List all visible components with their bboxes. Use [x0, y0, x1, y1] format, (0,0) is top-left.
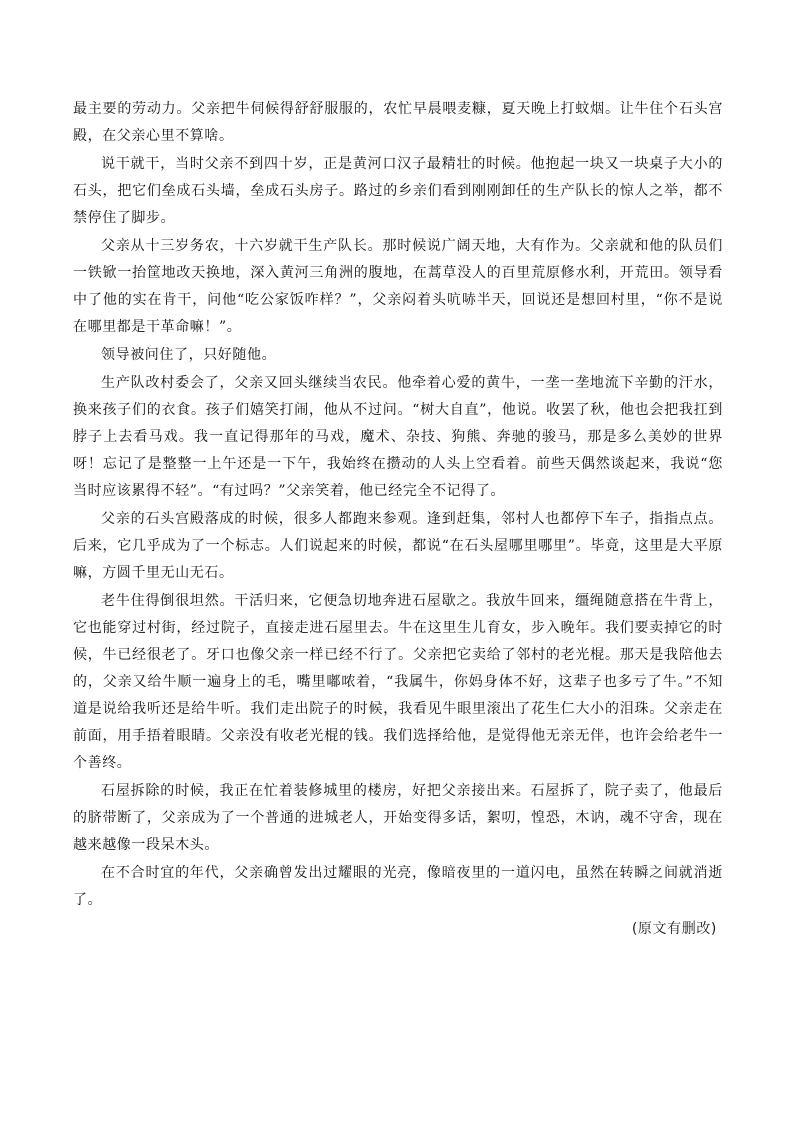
paragraph-4: 领导被问住了，只好随他。: [101, 347, 277, 363]
paragraph-6: 父亲的石头宫殿落成的时候，很多人都跑来参观。逢到赶集，邻村人也都停下车子，指指点点。后来，它几乎成为了一个标志。人们说起来的时候，都说“在石头屋哪里哪里”。毕竟，这里是大平原嘛，方圆千里无山无石。: [73, 511, 723, 581]
paragraph-5: 生产队改村委会了，父亲又回头继续当农民。他牵着心爱的黄牛，一垄一垄地流下辛勤的汗水，换来孩子们的衣食。孩子们嬉笑打闹，他从不过问。“树大自直”，他说。收罢了秋，他也会把我扛到脖子上去看马戏。我一直记得那年的马戏，魔术、杂技、狗熊、奔驰的骏马，那是多么美妙的世界呀！忘记了是整整一上午还是一下午，我始终在攒动的人头上空看着。前些天偶然谈起来，我说“您当时应该累得不轻”。“有过吗？”父亲笑着，他已经完全不记得了。: [73, 375, 723, 499]
paragraph-2: 说干就干，当时父亲不到四十岁，正是黄河口汉子最精壮的时候。他抱起一块又一块桌子大小的石头，把它们垒成石头墙，垒成石头房子。路过的乡亲们看到刚刚卸任的生产队长的惊人之举，都不禁停住了脚步。: [73, 156, 723, 226]
paragraph-7: 老牛住得倒很坦然。干活归来，它便急切地奔进石屋歇之。我放牛回来，缰绳随意搭在牛背上，它也能穿过村街，经过院子，直接走进石屋里去。牛在这里生儿育女，步入晚年。我们要卖掉它的时候，牛已经很老了。牙口也像父亲一样已经不行了。父亲把它卖给了邻村的老光棍。那天是我陪他去的，父亲又给牛顺一遍身上的毛，嘴里嘟哝着，“我属牛，你妈身体不好，这辈子也多亏了牛。”不知道是说给我听还是给牛听。我们走出院子的时候，我看见牛眼里滚出了花生仁大小的泪珠。父亲走在前面，用手捂着眼睛。父亲没有收老光棍的钱。我们选择给他，是觉得他无亲无伴，也许会给老牛一个善终。: [73, 593, 723, 771]
source-note: (原文有删改): [631, 921, 717, 937]
paragraph-8: 石屋拆除的时候，我正在忙着装修城里的楼房，好把父亲接出来。石屋拆了，院子卖了，他最后的脐带断了，父亲成为了一个普通的进城老人，开始变得多话，絮叨，惶恐，木讷，魂不守舍，现在越来越像一段呆木头。: [73, 783, 723, 853]
article-body: [73, 96, 723, 943]
paragraph-9: 在不合时宜的年代，父亲确曾发出过耀眼的光亮，像暗夜里的一道闪电，虽然在转瞬之间就消逝了。: [73, 865, 723, 908]
paragraph-3: 父亲从十三岁务农，十六岁就干生产队长。那时候说广阔天地，大有作为。父亲就和他的队员们一铁锨一抬筐地改天换地，深入黄河三角洲的腹地，在蒿草没人的百里荒原修水利，开荒田。领导看中了他的实在肯干，问他“吃公家饭咋样？”，父亲闷着头吭哧半天，回说还是想回村里，“你不是说在哪里都是干革命嘛！”。: [73, 238, 723, 335]
paragraph-1: 最主要的劳动力。父亲把牛伺候得舒舒服服的，农忙早晨喂麦糠，夏天晚上打蚊烟。让牛住个石头宫殿，在父亲心里不算啥。: [73, 101, 723, 144]
